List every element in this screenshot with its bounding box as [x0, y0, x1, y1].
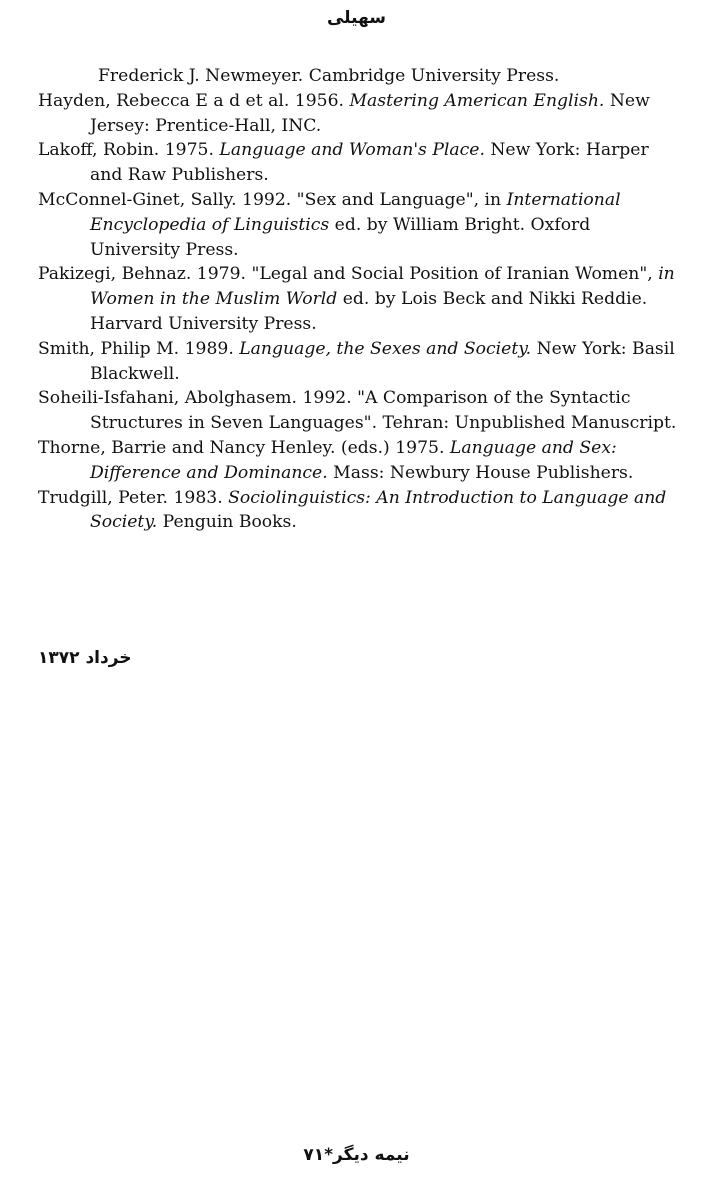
reference-entry: [38, 386, 678, 436]
reference-entry: [38, 486, 678, 536]
reference-text: Hayden, Rebecca E a d et al. 1956.: [38, 90, 350, 111]
reference-text: Smith, Philip M. 1989.: [38, 338, 240, 359]
reference-text: Trudgill, Peter. 1983.: [38, 487, 229, 508]
date-line: [38, 648, 132, 668]
reference-entry: [38, 337, 678, 387]
running-head: سهیلی: [326, 8, 387, 28]
reference-text: New Jersey: Prentice-Hall, INC.: [90, 90, 650, 136]
reference-text: Penguin Books.: [157, 512, 297, 533]
reference-text: McConnel-Ginet, Sally. 1992. "Sex and Language", in: [38, 189, 507, 210]
reference-text: Pakizegi, Behnaz. 1979. "Legal and Social Position of Iranian Women",: [38, 264, 659, 285]
reference-text: ed. by Lois Beck and Nikki Reddie. Harvard University Press.: [90, 289, 648, 334]
reference-entry: [38, 262, 678, 336]
reference-entry: [46, 64, 678, 89]
reference-title: Sociolinguistics: An Introduction to Language and Society.: [90, 487, 667, 533]
reference-entry: [38, 89, 678, 139]
reference-title: in Women in the Muslim World: [90, 264, 675, 310]
reference-title: Language, the Sexes and Society.: [239, 338, 532, 359]
reference-list: [38, 64, 678, 535]
reference-text: Frederick J. Newmeyer. Cambridge University Press.: [98, 66, 560, 86]
page-footer: نیمه دیگر*۷۱: [303, 1145, 410, 1165]
reference-text: ed. by William Bright. Oxford University Press.: [90, 214, 591, 260]
reference-text: Thorne, Barrie and Nancy Henley. (eds.) 1975.: [38, 437, 450, 458]
reference-title: Mastering American English.: [349, 90, 605, 111]
reference-entry: [38, 436, 678, 486]
reference-title: International Encyclopedia of Linguistics: [90, 189, 621, 235]
reference-entry: [38, 138, 678, 188]
reference-text: New York: Basil Blackwell.: [90, 338, 675, 384]
reference-title: Language and Woman's Place.: [219, 140, 485, 161]
reference-text: Soheili-Isfahani, Abolghasem. 1992. "A Comparison of the Syntactic Structures in Seven Languages". Tehran: Unpublished Manuscript.: [38, 388, 677, 434]
reference-text: New York: Harper and Raw Publishers.: [90, 140, 649, 186]
reference-entry: [38, 188, 678, 262]
reference-text: Lakoff, Robin. 1975.: [38, 140, 220, 161]
date-month: خرداد: [85, 648, 132, 668]
reference-title: Language and Sex: Difference and Dominance.: [90, 437, 617, 483]
date-year: ۱۳۷۲: [38, 648, 80, 668]
reference-text: Mass: Newbury House Publishers.: [327, 462, 634, 483]
